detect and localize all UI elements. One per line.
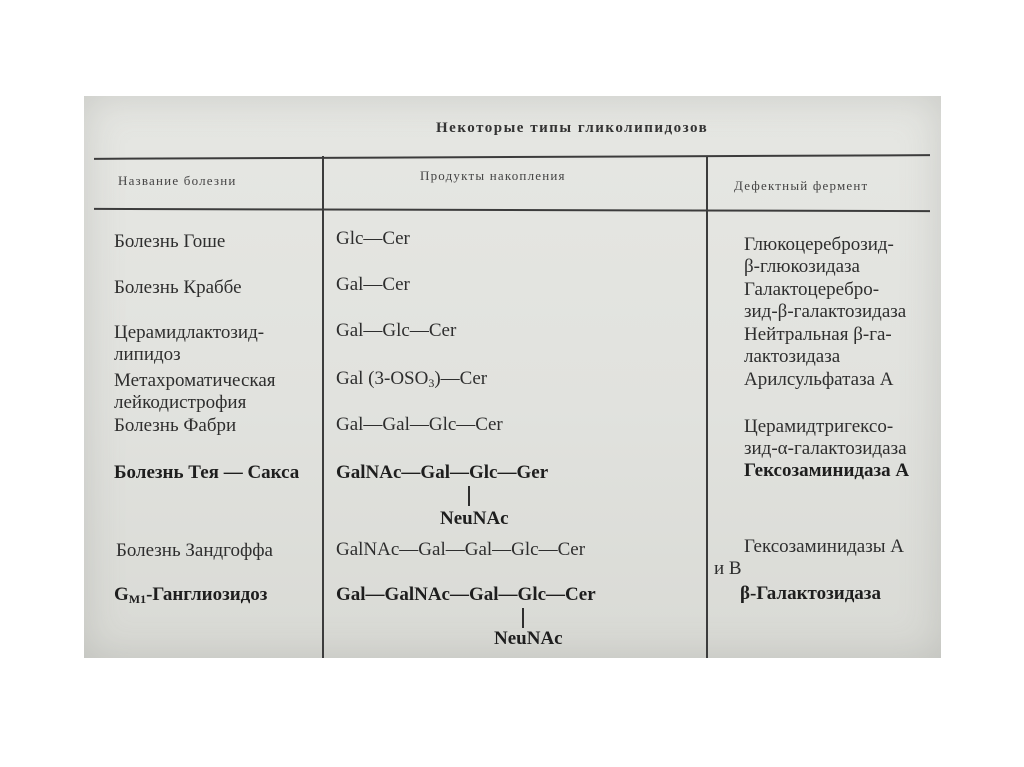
header-defective-enzyme: Дефектный фермент (734, 178, 869, 193)
row-7-product: GalNAc—Gal—Gal—Glc—Cer (336, 539, 586, 560)
row-8-product: Gal—GalNAc—Gal—Glc—Cer (336, 584, 596, 605)
row-6-branch: NeuNAc (440, 508, 509, 529)
row-2-disease: Болезнь Краббе (114, 277, 242, 298)
row-7-disease: Болезнь Зандгоффа (116, 540, 273, 561)
row-1-product: Glc—Cer (336, 228, 410, 249)
table-header-rule (94, 208, 930, 212)
table-scan (84, 96, 941, 658)
row-8-disease: $G_{M1}$-Ганглиозидоз (114, 584, 268, 606)
header-accumulation-products: Продукты накопления (420, 168, 566, 183)
row-6-enzyme: Гексозаминидаза А (744, 460, 910, 481)
row-4-enzyme: Арилсульфатаза А (744, 369, 894, 390)
row-1-enzyme: Глюкоцереброзид- β-глюкозидаза (744, 234, 894, 277)
row-3-enzyme: Нейтральная β-га- лактозидаза (744, 324, 892, 367)
table-title: Некоторые типы гликолипидозов (436, 120, 709, 136)
row-4-disease: Метахроматическая лейкодистрофия (114, 370, 276, 413)
row-8-branch: NeuNAc (494, 628, 563, 649)
table-top-rule (94, 154, 930, 160)
row-6-branch-bond (468, 486, 470, 506)
column-divider-1 (322, 156, 324, 658)
row-5-enzyme: Церамидтригексо- зид-α-галактозидаза (744, 416, 907, 459)
row-3-disease: Церамидлактозид- липидоз (114, 322, 265, 365)
row-8-enzyme: β-Галактозидаза (740, 583, 881, 604)
row-2-enzyme: Галактоцеребро- зид-β-галактозидаза (744, 279, 907, 322)
row-5-product: Gal—Gal—Glc—Cer (336, 414, 503, 435)
row-6-product: GalNAc—Gal—Glc—Ger (336, 462, 549, 483)
row-4-product: Gal $(3-OSO_3)—Cer$ (336, 368, 488, 390)
row-2-product: Gal—Cer (336, 274, 410, 295)
row-7-enzyme: Гексозаминидазы А и В (714, 536, 904, 579)
row-3-product: Gal—Glc—Cer (336, 320, 457, 341)
header-disease-name: Название болезни (118, 173, 237, 188)
row-1-disease: Болезнь Гоше (114, 231, 226, 252)
row-5-disease: Болезнь Фабри (114, 415, 237, 436)
row-8-branch-bond (522, 608, 524, 628)
column-divider-2 (706, 156, 708, 658)
row-6-disease: Болезнь Тея — Сакса (114, 462, 300, 483)
